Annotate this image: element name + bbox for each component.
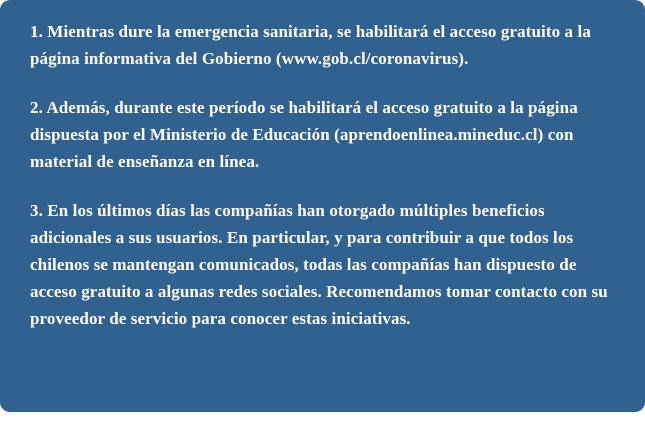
- notice-paragraph-2: 2. Además, durante este período se habilitará el acceso gratuito a la página dispuesta por el Ministerio de Educación (aprendoenlinea.mineduc.cl) con material de enseñanza en línea.: [30, 98, 578, 171]
- page-bottom-spacer: [0, 412, 645, 432]
- notice-paragraph-1: 1. Mientras dure la emergencia sanitaria, se habilitará el acceso gratuito a la página informativa del Gobierno (www.gob.cl/coronavirus).: [30, 22, 591, 68]
- notice-paragraph-3: 3. En los últimos días las compañías han otorgado múltiples beneficios adicionales a sus usuarios. En particular, y para contribuir a que todos los chilenos se mantengan comunicados, todas las compañías han dispuesto de acceso gratuito a algunas redes sociales. Recomendamos tomar contacto con su proveedor de servicio para conocer estas iniciativas.: [30, 201, 608, 328]
